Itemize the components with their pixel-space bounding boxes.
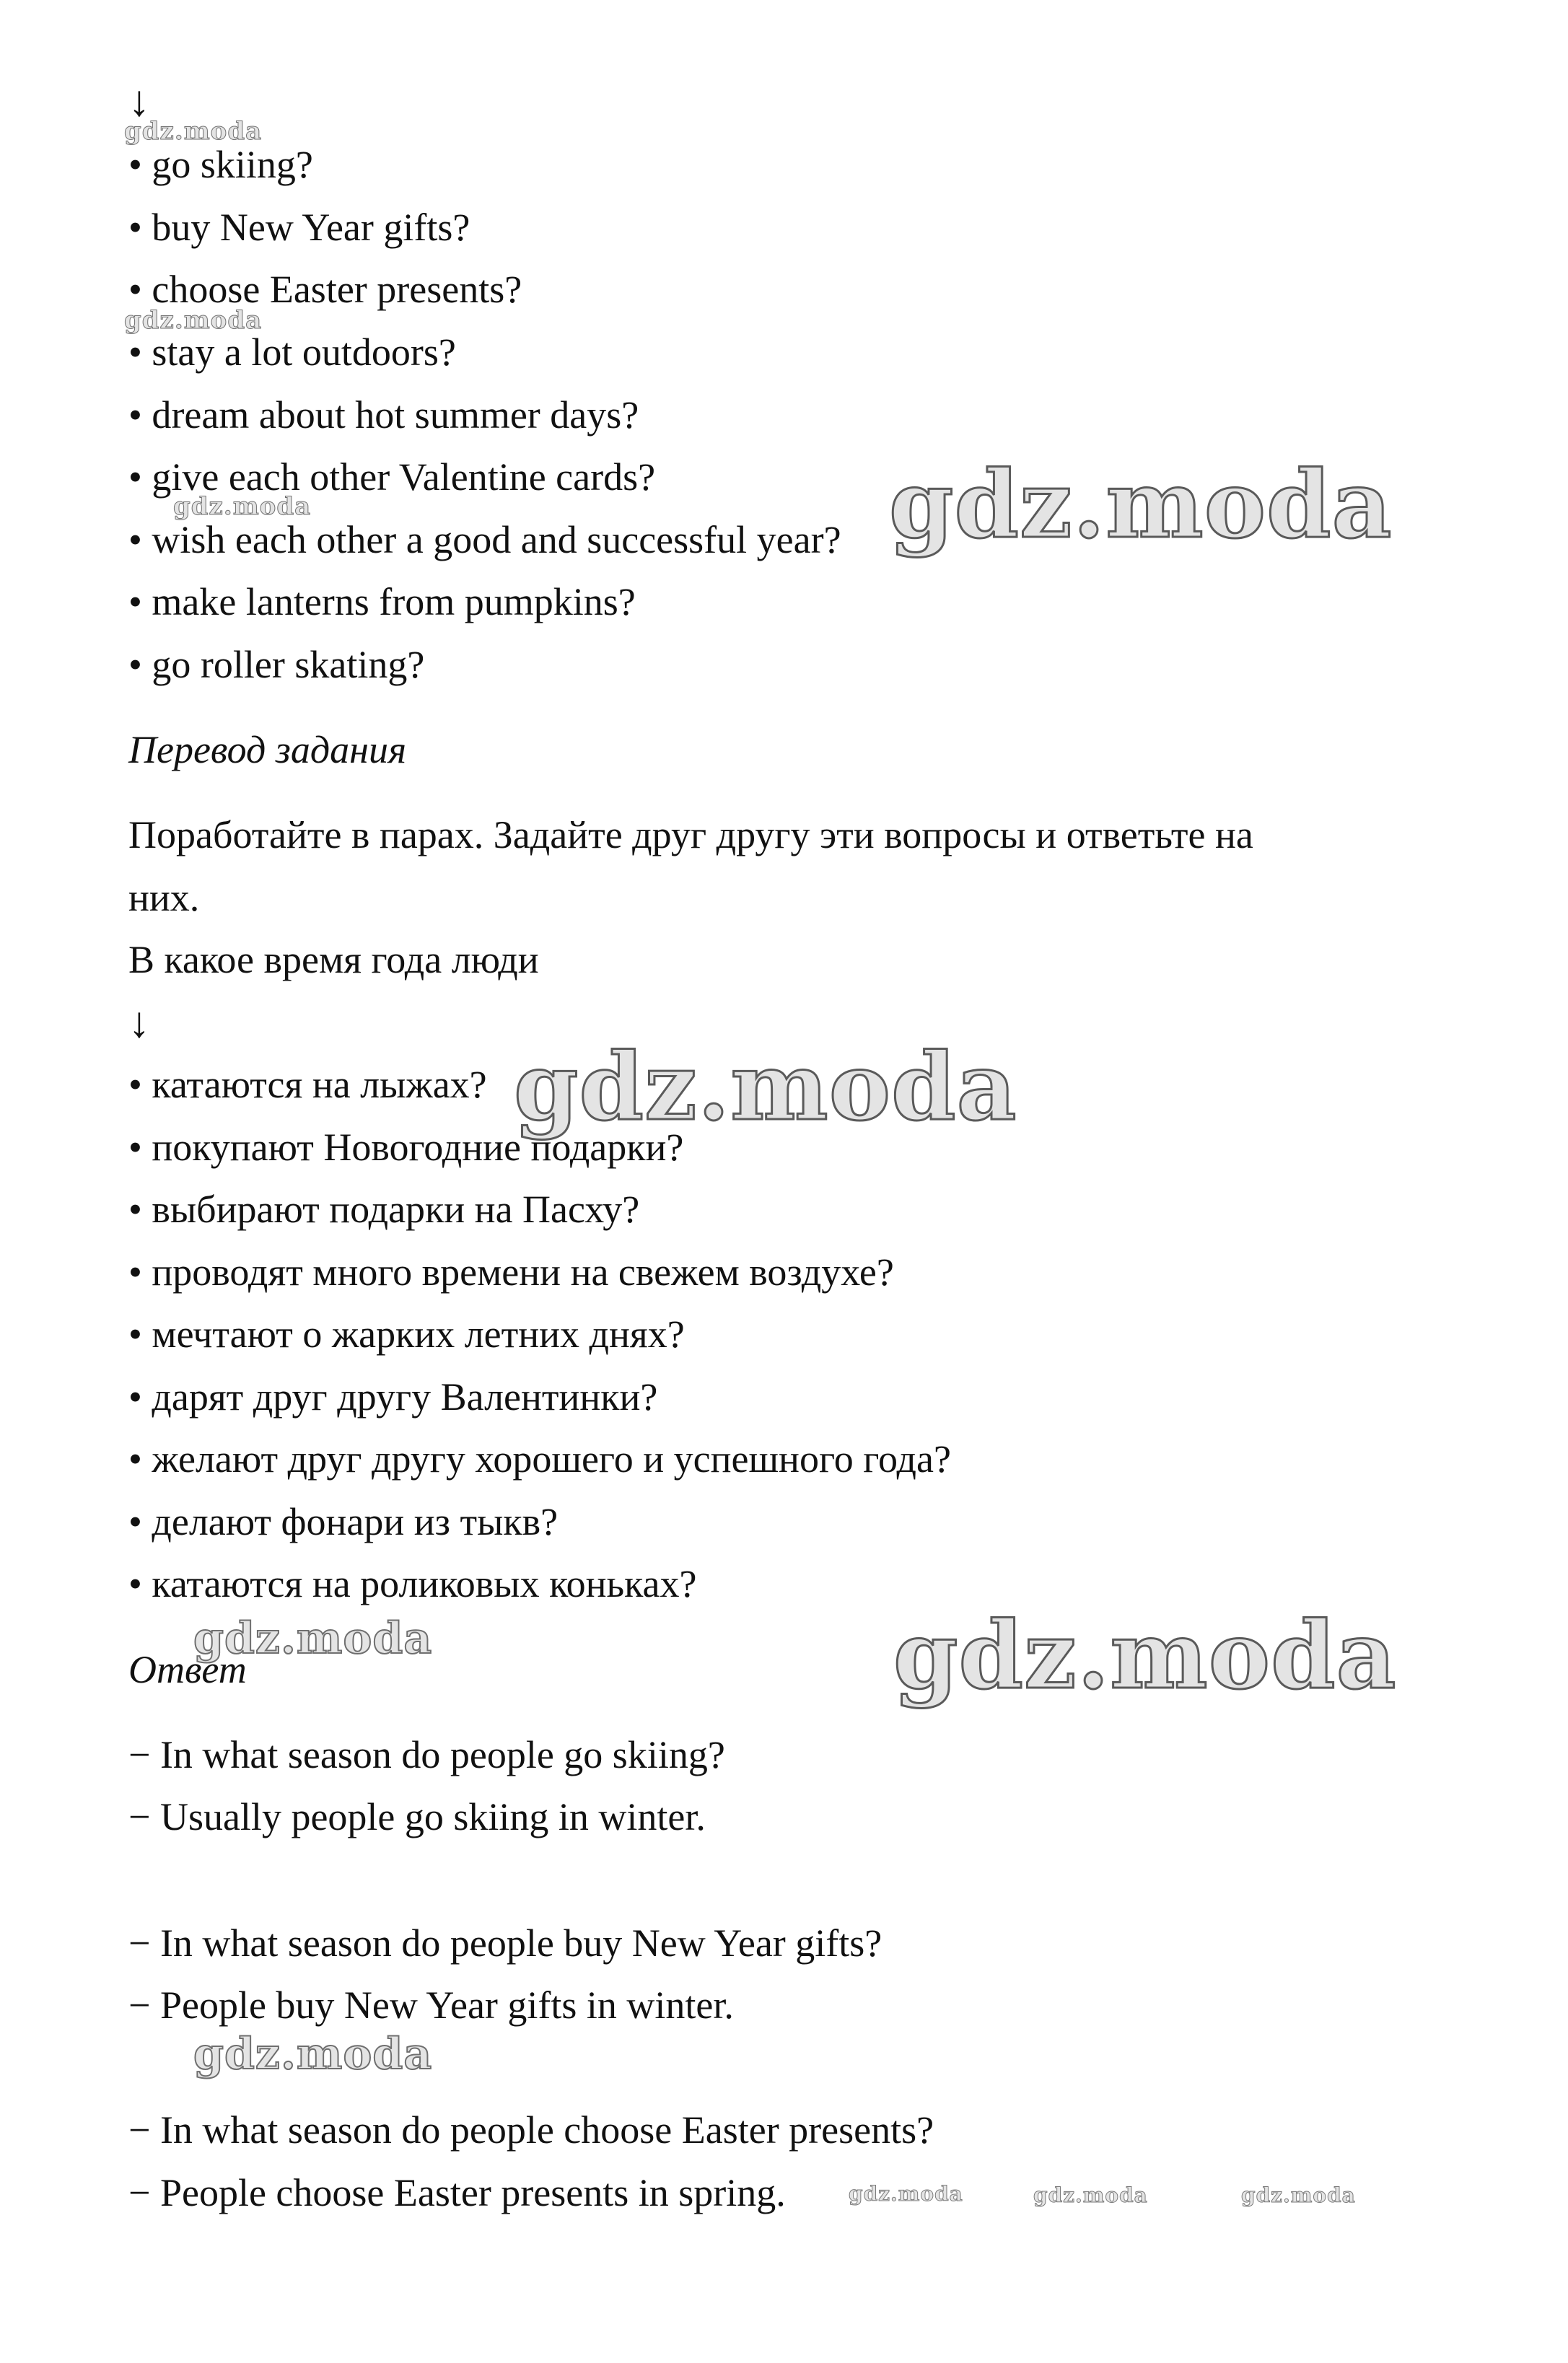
question-ru-1: • катаются на лыжах? <box>128 1063 487 1106</box>
watermark-logo: gdz.moda <box>173 492 312 521</box>
down-arrow-1: ↓ <box>128 77 150 125</box>
answer-line-2: − Usually people go skiing in winter. <box>128 1795 706 1838</box>
question-en-3: • choose Easter presents? <box>128 268 522 311</box>
translation-lead: В какое время года люди <box>128 938 539 981</box>
answer-heading: Ответ <box>128 1648 247 1691</box>
down-arrow-2: ↓ <box>128 999 150 1046</box>
watermark-logo: gdz.moda <box>1241 2183 1356 2207</box>
question-en-8: • make lanterns from pumpkins? <box>128 580 636 623</box>
watermark-logo: gdz.moda <box>893 1602 1397 1710</box>
watermark-logo: gdz.moda <box>849 2182 963 2206</box>
watermark-logo: gdz.moda <box>514 1033 1017 1141</box>
question-en-9: • go roller skating? <box>128 643 425 686</box>
question-en-7: • wish each other a good and successful year? <box>128 518 841 561</box>
watermark-logo: gdz.moda <box>124 306 263 335</box>
question-ru-7: • желают друг другу хорошего и успешного года? <box>128 1437 951 1481</box>
watermark-logo: gdz.moda <box>193 2029 433 2079</box>
answer-line-1: − In what season do people go skiing? <box>128 1733 725 1776</box>
answer-line-4: − People buy New Year gifts in winter. <box>128 1983 734 2027</box>
translation-instruction-line-2: них. <box>128 876 200 919</box>
watermark-logo: gdz.moda <box>193 1613 433 1664</box>
question-ru-2: • покупают Новогодние подарки? <box>128 1126 684 1169</box>
question-ru-3: • выбирают подарки на Пасху? <box>128 1188 640 1231</box>
question-ru-5: • мечтают о жарких летних днях? <box>128 1312 685 1356</box>
watermark-logo: gdz.moda <box>1033 2183 1148 2207</box>
question-ru-6: • дарят друг другу Валентинки? <box>128 1375 658 1419</box>
answer-line-3: − In what season do people buy New Year gifts? <box>128 1921 882 1965</box>
watermark-logo: gdz.moda <box>889 451 1393 559</box>
question-en-1: • go skiing? <box>128 143 313 186</box>
question-en-4: • stay a lot outdoors? <box>128 330 456 374</box>
watermark-logo: gdz.moda <box>124 117 263 146</box>
answer-line-5: − In what season do people choose Easter presents? <box>128 2108 934 2152</box>
question-ru-8: • делают фонари из тыкв? <box>128 1500 559 1543</box>
translation-heading: Перевод задания <box>128 728 407 771</box>
translation-instruction-line-1: Поработайте в парах. Задайте друг другу эти вопросы и ответьте на <box>128 813 1253 856</box>
question-en-6: • give each other Valentine cards? <box>128 455 656 499</box>
question-en-2: • buy New Year gifts? <box>128 206 470 249</box>
answer-line-6: − People choose Easter presents in spring. <box>128 2171 786 2214</box>
question-en-5: • dream about hot summer days? <box>128 393 639 437</box>
question-ru-9: • катаются на роликовых коньках? <box>128 1562 697 1605</box>
question-ru-4: • проводят много времени на свежем воздухе? <box>128 1250 894 1294</box>
